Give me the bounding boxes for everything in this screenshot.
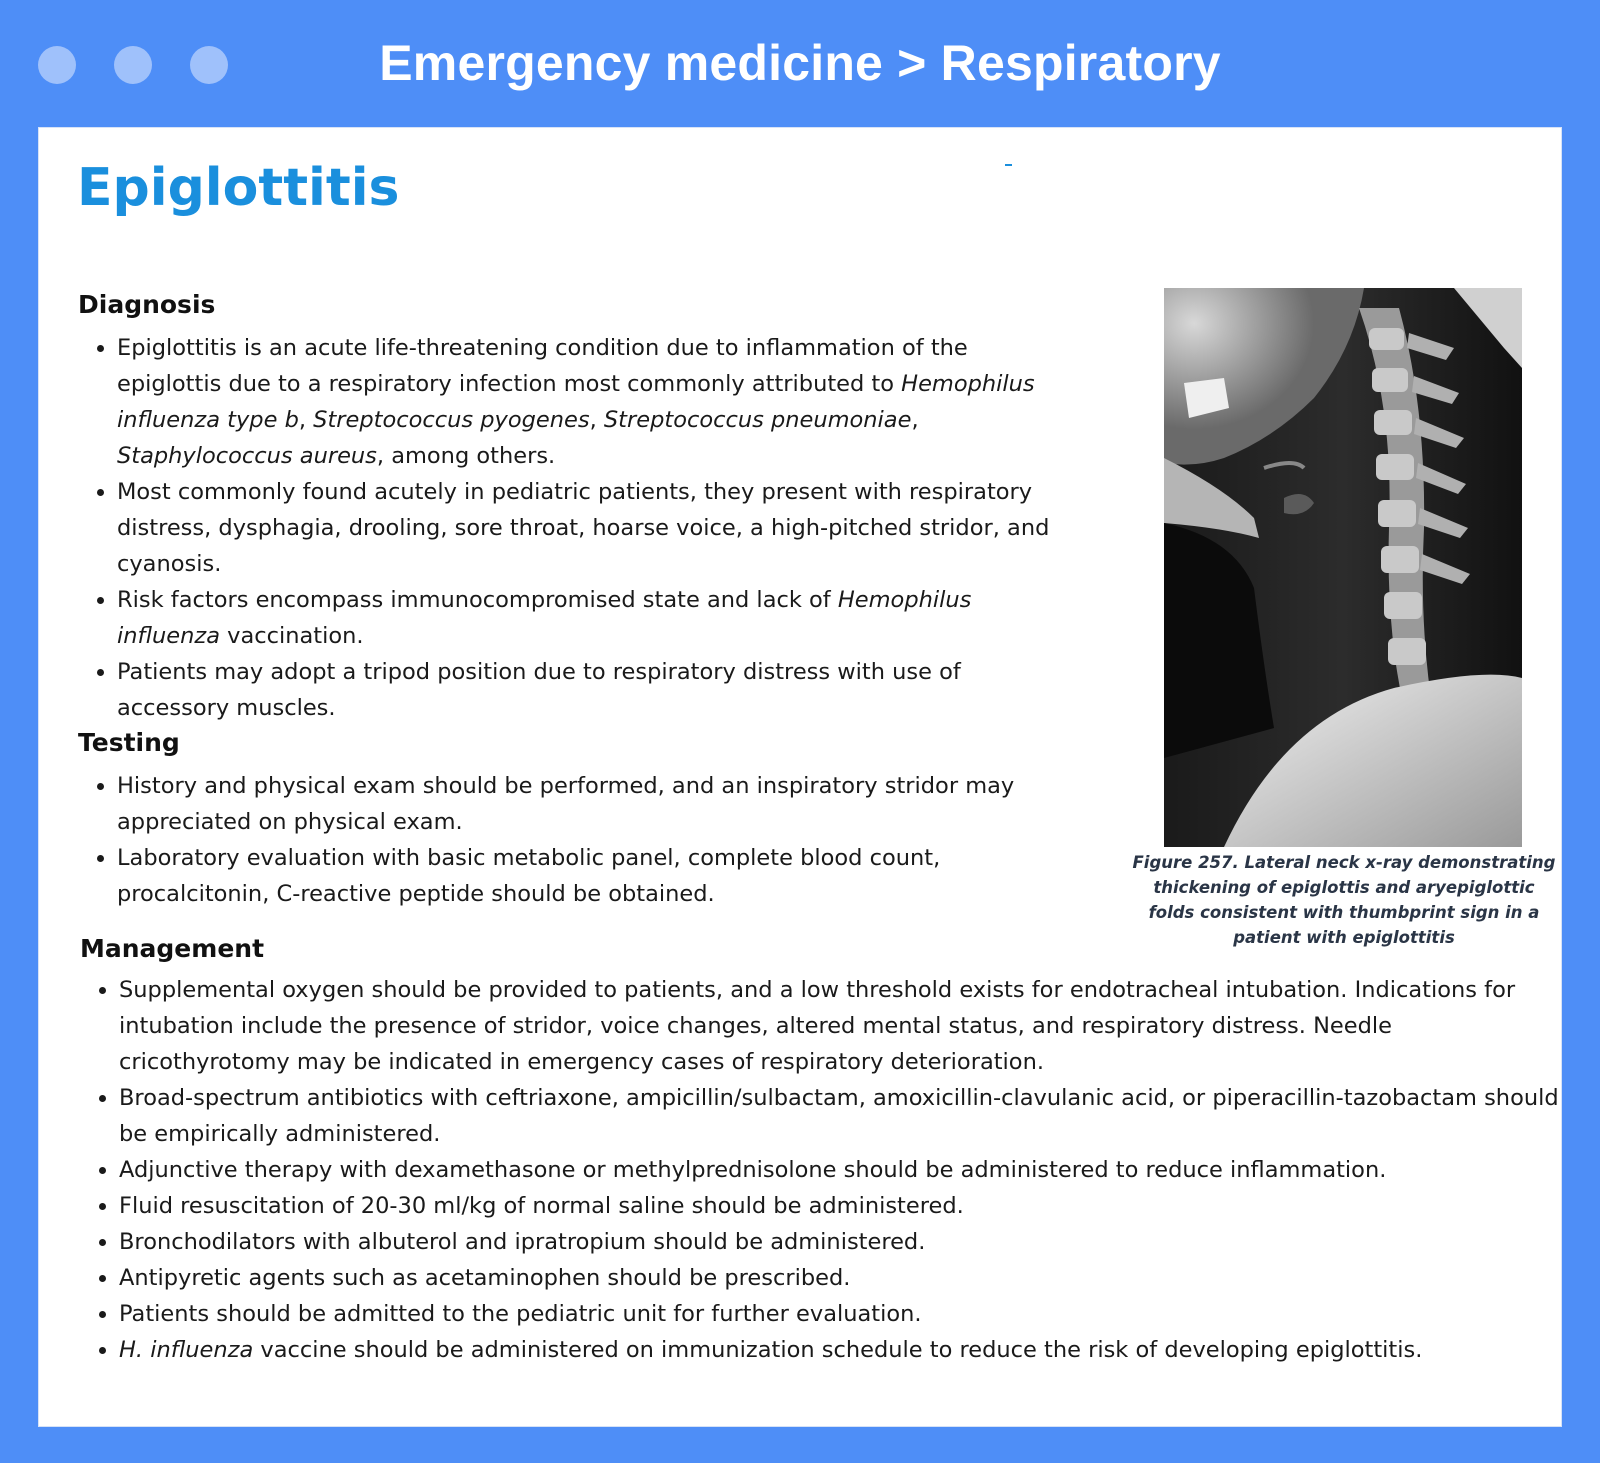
management-item [119,1296,1569,1332]
testing-heading: Testing [78,728,180,757]
diagnosis-item [117,582,1077,654]
management-item [119,1224,1569,1260]
italic-term: Staphylococcus aureus [117,443,377,469]
italic-term: H. influenza [119,1337,254,1363]
management-list [79,972,1569,1368]
diagnosis-heading: Diagnosis [78,290,216,319]
text-run: Patients should be admitted to the pediatric unit for further evaluation. [119,1301,922,1327]
text-run: Most commonly found acutely in pediatric patients, they present with respiratory distress, dysphagia, drooling, sore throat, hoarse voice, a high-pitched stridor, and cyanosis. [117,479,1050,577]
text-run: , [911,407,919,433]
diagnosis-item [117,654,1077,726]
text-run: , [298,407,314,433]
management-item [119,1152,1569,1188]
italic-term: Streptococcus pyogenes [313,407,590,433]
management-item [119,1332,1569,1368]
text-run: vaccine should be administered on immunization schedule to reduce the risk of developing epiglottitis. [253,1337,1423,1363]
text-run: Antipyretic agents such as acetaminophen should be prescribed. [119,1265,851,1291]
text-run: Adjunctive therapy with dexamethasone or methylprednisolone should be administered to reduce inflammation. [119,1157,1387,1183]
text-run: Broad-spectrum antibiotics with ceftriaxone, ampicillin/sulbactam, amoxicillin-clavulanic acid, or piperacillin-tazobactam should be empirically administered. [119,1085,1559,1147]
management-item [119,1080,1569,1152]
text-run: Bronchodilators with albuterol and ipratropium should be administered. [119,1229,926,1255]
figure-caption: Figure 257. Lateral neck x-ray demonstrating thickening of epiglottis and aryepiglottic folds consistent with thumbprint sign in a patient with epiglottitis [1132,853,1556,947]
italic-term: Hemophilus influenza [117,587,972,649]
text-run: Supplemental oxygen should be provided to patients, and a low threshold exists for endotracheal intubation. Indications for intubation include the presence of stridor, voice changes, altered mental status, and respiratory distress. Needle cricothyrotomy may be indicated in emergency cases of respiratory deterioration. [119,977,1516,1075]
management-item [119,1188,1569,1224]
diagnosis-item [117,330,1077,474]
testing-item [117,768,1077,840]
text-run: Laboratory evaluation with basic metabolic panel, complete blood count, procalcitonin, C-reactive peptide should be obtained. [117,845,941,907]
text-run: Fluid resuscitation of 20-30 ml/kg of normal saline should be administered. [119,1193,964,1219]
management-item [119,972,1569,1080]
decorative-tick [1005,164,1012,166]
management-heading: Management [80,934,265,963]
diagnosis-item [117,474,1077,582]
text-run: , among others. [376,443,556,469]
text-run: , [589,407,604,433]
text-run: vaccination. [220,623,364,649]
lateral-neck-xray-image [1164,288,1522,847]
testing-list [77,768,1077,912]
text-run: Epiglottitis is an acute life-threatening condition due to inflammation of the epiglottis due to a respiratory infection most commonly attributed to [117,335,968,397]
italic-term: Streptococcus pneumoniae [603,407,912,433]
text-run: History and physical exam should be performed, and an inspiratory stridor may appreciated on physical exam. [117,773,1015,835]
window-titlebar [0,0,1600,127]
content-panel [38,127,1562,1427]
page-title: Epiglottitis [77,158,400,218]
italic-term: Hemophilus influenza type b [117,371,1035,433]
text-run: Risk factors encompass immunocompromised state and lack of [117,587,838,613]
diagnosis-list [77,330,1077,726]
management-item [119,1260,1569,1296]
text-run: Patients may adopt a tripod position due to respiratory distress with use of accessory muscles. [117,659,961,721]
window-title: Emergency medicine > Respiratory [379,35,1221,91]
testing-item [117,840,1077,912]
